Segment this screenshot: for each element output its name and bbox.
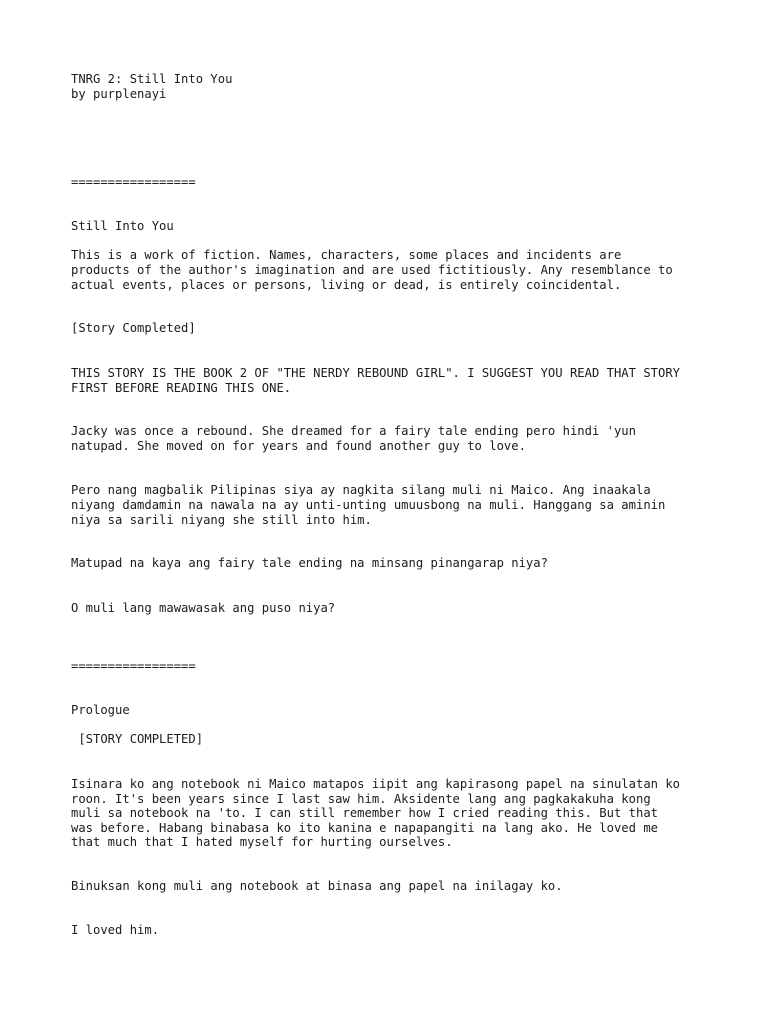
synopsis-question: Matupad na kaya ang fairy tale ending na minsang pinangarap niya? (71, 556, 548, 570)
synopsis-line: niya sa sarili niyang she still into him. (71, 513, 372, 527)
document-title: TNRG 2: Still Into You (71, 72, 233, 86)
chapter-heading: Prologue (71, 703, 130, 717)
notice-line: THIS STORY IS THE BOOK 2 OF "THE NERDY REBOUND GIRL". I SUGGEST YOU READ THAT STORY (71, 366, 681, 380)
prologue-line: roon. It's been years since I last saw him. Aksidente lang ang pagkakakuha kong (71, 792, 651, 806)
separator: ================= (71, 659, 196, 673)
synopsis-line: niyang damdamin na nawala na ay unti-unting umuusbong na muli. Hanggang sa aminin (71, 498, 666, 512)
disclaimer-line: products of the author's imagination and are used fictitiously. Any resemblance to (71, 263, 673, 277)
separator: ================= (71, 175, 196, 189)
synopsis-question: O muli lang mawawasak ang puso niya? (71, 601, 336, 615)
story-status: [Story Completed] (71, 321, 196, 335)
prologue-line: was before. Habang binabasa ko ito kanina e napapangiti na lang ako. He loved me (71, 821, 658, 835)
disclaimer-line: actual events, places or persons, living or dead, is entirely coincidental. (71, 278, 622, 292)
story-title: Still Into You (71, 219, 174, 233)
disclaimer-line: This is a work of fiction. Names, characters, some places and incidents are (71, 248, 622, 262)
prologue-line: Binuksan kong muli ang notebook at binasa ang papel na inilagay ko. (71, 879, 563, 893)
prologue-line: Isinara ko ang notebook ni Maico matapos iipit ang kapirasong papel na sinulatan ko (71, 777, 681, 791)
chapter-status: [STORY COMPLETED] (71, 732, 204, 746)
prologue-line: that much that I hated myself for hurting ourselves. (71, 835, 453, 849)
prologue-line: muli sa notebook na 'to. I can still remember how I cried reading this. But that (71, 806, 658, 820)
notice-line: FIRST BEFORE READING THIS ONE. (71, 381, 292, 395)
synopsis-line: natupad. She moved on for years and found another guy to love. (71, 439, 526, 453)
synopsis-line: Jacky was once a rebound. She dreamed for a fairy tale ending pero hindi 'yun (71, 424, 636, 438)
prologue-line: I loved him. (71, 923, 160, 937)
synopsis-line: Pero nang magbalik Pilipinas siya ay nagkita silang muli ni Maico. Ang inaakala (71, 483, 651, 497)
document-byline: by purplenayi (71, 87, 167, 101)
